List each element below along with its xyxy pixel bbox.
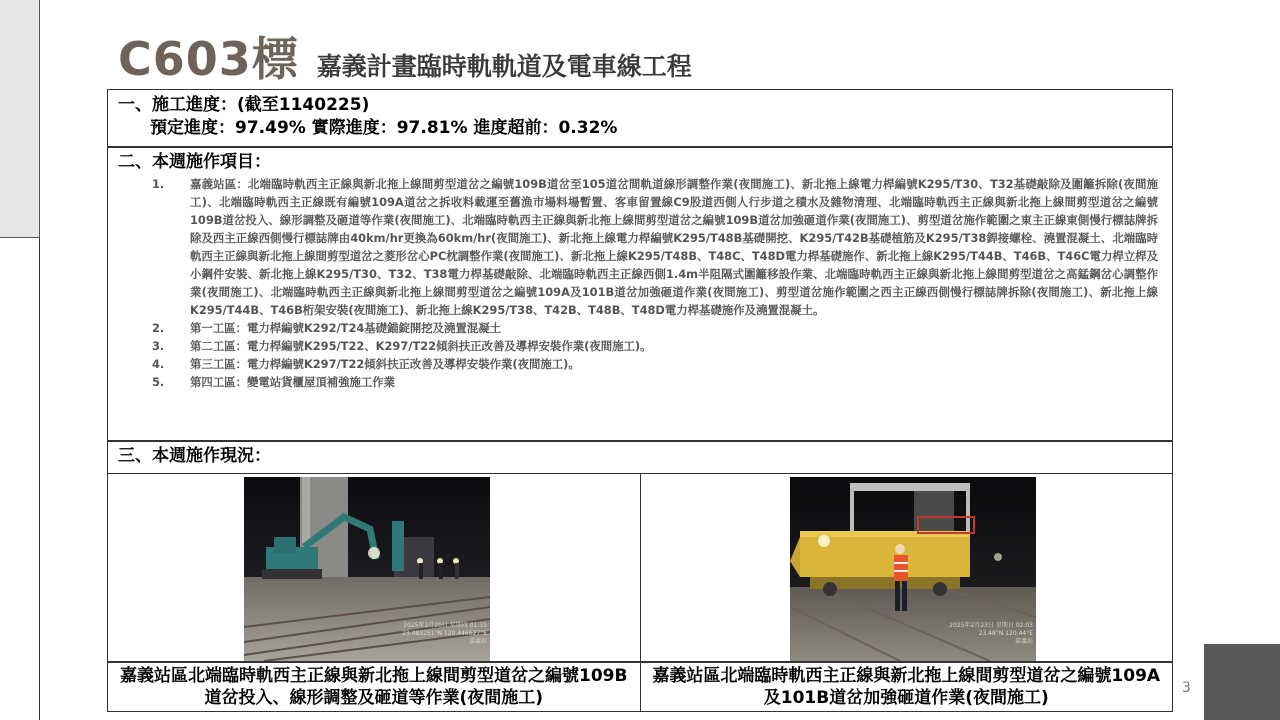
list-item: [118, 319, 1162, 337]
list-item: [118, 373, 1162, 391]
site-status-section: [107, 441, 1173, 474]
progress-heading: 一、施工進度：(截至1140225): [118, 95, 370, 115]
item-text: 第三工區：電力桿編號K297/T22傾斜扶正改善及導桿安裝作業(夜間施工)。: [190, 357, 580, 371]
item-text: 嘉義站區：北端臨時軌西主正線與新北拖上線間剪型道岔之編號109B道岔至105道岔間軌道線形調整作業(夜間施工)、新北拖上線電力桿編號K295/T30、T32基礎敲除及圍籬拆除(夜間施工)、北端臨時軌西主正線既有編號109A道岔之拆收料載運至舊漁市場料場暫置、客車留置線C9股道西側人行步道之積水及雜物清理、北端臨時軌西主正線與新北拖上線間剪型道岔之編號109B道岔投入、線形調整及砸道等作業(夜間施工)、北端臨時軌西主正線與新北拖上線間剪型道岔之編號109B道岔加強砸道作業(夜間施工)、剪型道岔施作範圍之東主正線東側慢行標誌牌拆除及西主正線西側慢行標誌牌由40km/hr更換為60km/hr(夜間施工)、新北拖上線電力桿編號K295/T48B基礎開挖、K295/T42B基礎植筋及K295/T38銲接螺栓、澆置混凝土、北端臨時軌西主正線與新北拖上線間剪型道岔之菱形岔心PC枕調整作業(夜間施工)、新北拖上線K295/T48B、T48C、T48D電力桿基礎施作、新北拖上線K295/T44B、T46B、T46C電力桿立桿及小鋼件安裝、新北拖上線K295/T30、T32、T38電力桿基礎敲除、北端臨時軌西主正線西側1.4m半阻隔式圍籬移設作業、北端臨時軌西主正線與新北拖上線間剪型道岔之高錳鋼岔心調整作業(夜間施工)、北端臨時軌西主正線與新北拖上線間剪型道岔之編號109A及101B道岔加強砸道作業(夜間施工)、剪型道岔施作範圍之西主正線西側慢行標誌牌拆除(夜間施工)、新北拖上線K295/T44B、T46B桁架安裝(夜間施工)、新北拖上線K295/T38、T42B、T48B、T48D電力桿基礎施作及澆置混凝土。: [190, 177, 1158, 317]
item-number: 2.: [152, 321, 165, 335]
progress-section: [107, 89, 1173, 147]
photo-stamp-line1: 2025年2月23日 星期日 02:03: [948, 622, 1033, 629]
contract-code: C603標: [118, 32, 299, 86]
item-number: 3.: [152, 339, 165, 353]
project-name: 嘉義計畫臨時軌軌道及電車線工程: [316, 52, 692, 81]
item-number: 5.: [152, 375, 165, 389]
excavator-night-photo: [244, 477, 490, 661]
weekly-items-list: [118, 175, 1162, 391]
tamping-machine-night-photo: [790, 477, 1036, 661]
item-number: 1.: [152, 177, 165, 191]
photo-stamp-line1: 2025年2月20日 星期四 01:31: [403, 622, 487, 629]
left-decoration-panel: [0, 0, 40, 238]
photo-stamp-line3: 嘉義站: [1014, 638, 1033, 645]
item-number: 4.: [152, 357, 165, 371]
page-number: 3: [1182, 680, 1191, 696]
photo-row: [107, 474, 1173, 662]
item-text: 第二工區：電力桿編號K295/T22、K297/T22傾斜扶正改善及導桿安裝作業(夜間施工)。: [190, 339, 652, 353]
photo-cell-left: [108, 474, 640, 661]
photo-stamp-line2: 23.48°N 120.44°E: [978, 630, 1033, 637]
photo-stamp-line3: 嘉義站: [468, 638, 487, 645]
photo-cell-right: [640, 474, 1173, 661]
site-status-heading: 三、本週施作現況：: [118, 446, 271, 466]
photo-caption-right: 嘉義站區北端臨時軌西主正線與新北拖上線間剪型道岔之編號109A及101B道岔加強砸道作業(夜間施工): [640, 663, 1173, 711]
photo-stamp-line2: 23.483251°N 120.446627°E: [402, 630, 487, 637]
item-text: 第一工區：電力桿編號K292/T24基礎錨錠開挖及澆置混凝土: [190, 321, 501, 335]
photo-caption-left: 嘉義站區北端臨時軌西主正線與新北拖上線間剪型道岔之編號109B道岔投入、線形調整及砸道等作業(夜間施工): [120, 666, 628, 708]
corner-decoration: [1204, 644, 1280, 720]
progress-values: 預定進度：97.49% 實際進度：97.81% 進度超前：0.32%: [150, 118, 618, 138]
caption-row: [107, 662, 1173, 712]
weekly-items-heading: 二、本週施作項目：: [118, 152, 271, 172]
left-divider-line: [39, 238, 40, 720]
page-title: [118, 26, 692, 86]
item-text: 第四工區：變電站貨櫃屋頂補強施工作業: [190, 375, 396, 389]
weekly-items-section: [107, 147, 1173, 441]
list-item: [118, 337, 1162, 355]
list-item: [118, 175, 1162, 319]
list-item: [118, 355, 1162, 373]
